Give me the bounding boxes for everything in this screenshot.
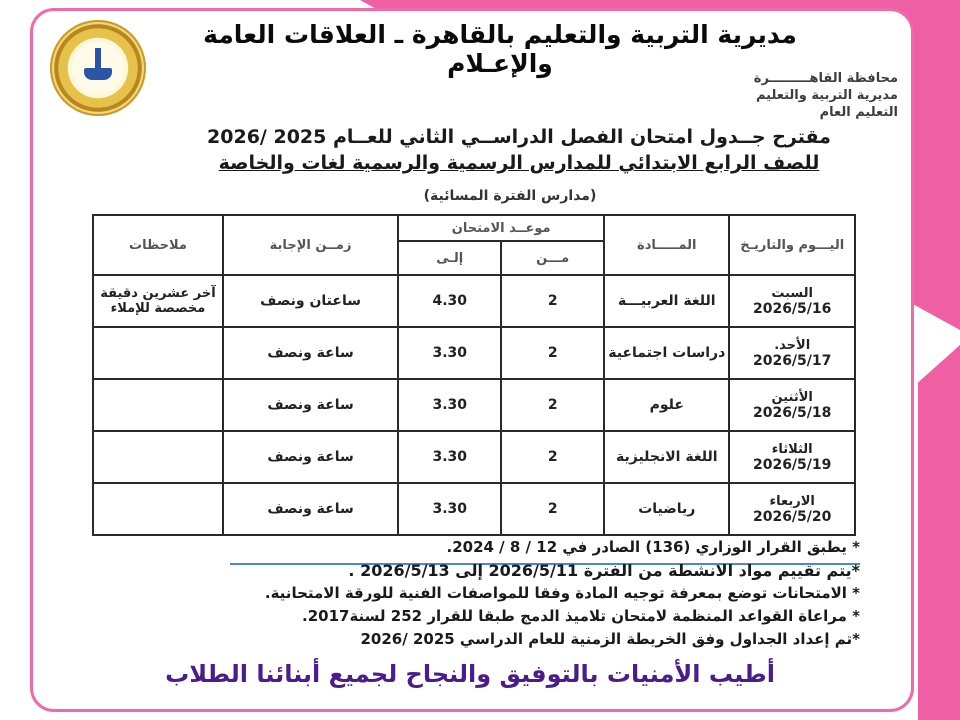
day-name: السبت: [771, 285, 813, 301]
cell-to: 3.30: [398, 327, 501, 379]
notes-list: [264, 536, 860, 651]
cell-from: 2: [501, 483, 604, 535]
cell-duration: ساعة ونصف: [223, 431, 398, 483]
day-date: 2026/5/20: [752, 508, 832, 525]
cell-notes: [93, 379, 223, 431]
note-item: * يطبق القرار الوزاري (136) الصادر في 12 / 8 / 2024.: [446, 538, 860, 556]
header-day: اليـــوم والتاريـخ: [729, 215, 855, 275]
cell-subject: علوم: [604, 379, 729, 431]
cell-from: 2: [501, 327, 604, 379]
cell-day: [729, 327, 855, 379]
day-name: الأحد.: [774, 337, 811, 353]
directorate-logo: [50, 20, 146, 116]
day-name: الأثنين: [771, 389, 813, 405]
note-item: * مراعاة القواعد المنظمة لامتحان تلاميذ الدمج طبقا للقرار 252 لسنة2017.: [302, 607, 860, 625]
cell-day: [729, 379, 855, 431]
cell-to: 4.30: [398, 275, 501, 327]
tower-icon: [95, 48, 101, 70]
cell-day: [729, 431, 855, 483]
day-date: 2026/5/19: [752, 456, 832, 473]
cell-notes: [93, 431, 223, 483]
cell-subject: اللغة الانجليزية: [604, 431, 729, 483]
day-date: 2026/5/18: [752, 404, 832, 421]
cell-to: 3.30: [398, 431, 501, 483]
cell-to: 3.30: [398, 483, 501, 535]
day-date: 2026/5/16: [752, 300, 832, 317]
cell-duration: ساعتان ونصف: [223, 275, 398, 327]
gov-line-general-education: التعليم العام: [819, 105, 898, 120]
cell-subject: دراسات اجتماعية: [604, 327, 729, 379]
table-row: [93, 275, 855, 327]
cell-notes: [93, 483, 223, 535]
note-item: * الامتحانات توضع بمعرفة توجيه المادة وفقا للمواصفات الفنية للورقة الامتحانية.: [264, 584, 860, 602]
header-duration: زمــن الإجابة: [223, 215, 398, 275]
exam-schedule-table: [92, 214, 856, 536]
header-title: مديرية التربية والتعليم بالقاهرة ـ العلاقات العامة والإعـلام: [203, 20, 797, 78]
day-date: 2026/5/17: [752, 352, 832, 369]
header-exam-time: موعــد الامتحان: [398, 215, 604, 241]
day-name: الثلاثاء: [771, 441, 813, 457]
cell-from: 2: [501, 379, 604, 431]
header-notes: ملاحظات: [93, 215, 223, 275]
cell-from: 2: [501, 431, 604, 483]
header-from: مـــن: [501, 241, 604, 275]
gov-line-directorate: مديرية التربية والتعليم: [755, 88, 898, 103]
cell-subject: اللغة العربيـــة: [604, 275, 729, 327]
table-row: [93, 379, 855, 431]
day-name: الاربعاء: [769, 493, 815, 509]
schedule-title: مقترح جــدول امتحان الفصل الدراســي الثاني للعــام 2025 /2026: [207, 126, 831, 148]
government-lines: [678, 70, 898, 121]
cell-duration: ساعة ونصف: [223, 379, 398, 431]
table-row: [93, 431, 855, 483]
gov-line-governorate: محافظة القاهـــــــــرة: [753, 71, 898, 86]
cell-from: 2: [501, 275, 604, 327]
cell-to: 3.30: [398, 379, 501, 431]
cell-day: [729, 483, 855, 535]
table-row: [93, 327, 855, 379]
cell-notes: [93, 327, 223, 379]
table-row: [93, 483, 855, 535]
cell-subject: رياضيات: [604, 483, 729, 535]
schedule-subtitle: للصف الرابع الابتدائي للمدارس الرسمية والرسمية لغات والخاصة: [218, 152, 820, 174]
cell-day: [729, 275, 855, 327]
table-header-row: [93, 215, 855, 241]
cell-duration: ساعة ونصف: [223, 483, 398, 535]
cell-duration: ساعة ونصف: [223, 327, 398, 379]
note-item: *تم إعداد الجداول وفق الخريطة الزمنية للعام الدراسي 2025 /2026: [360, 630, 860, 648]
closing-wishes: أطيب الأمنيات بالتوفيق والنجاح لجميع أبنائنا الطلاب: [165, 660, 775, 688]
book-icon: [84, 68, 112, 80]
school-period: (مدارس الفترة المسائية): [423, 188, 597, 204]
note-item: *يتم تقييم مواد الانشطة من الفترة 2026/5/11 إلى 2026/5/13 .: [348, 561, 860, 580]
cell-notes: آخر عشرين دقيقة مخصصة للإملاء: [93, 275, 223, 327]
decorative-pink-band: [918, 345, 960, 720]
header-subject: المـــــادة: [604, 215, 729, 275]
header-to: إلـى: [398, 241, 501, 275]
